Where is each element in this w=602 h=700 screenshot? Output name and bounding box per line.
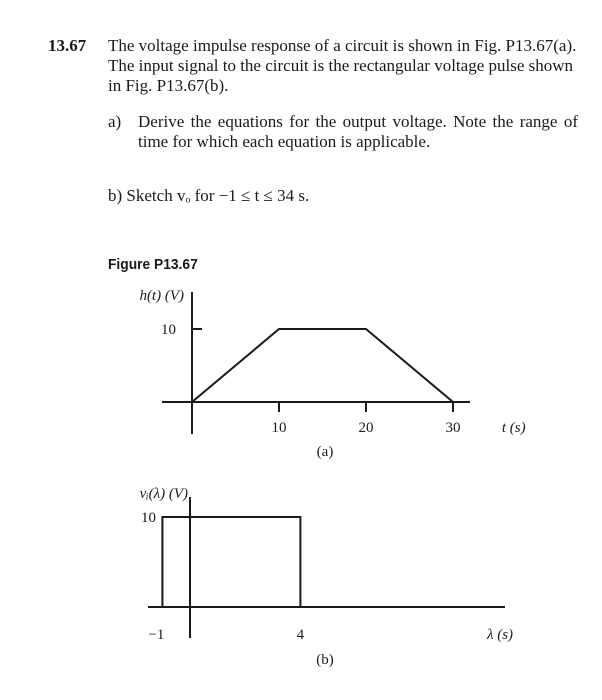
part-a-text: Derive the equations for the output voltage. Note the range of time for which each equation is applicable. [138,112,578,151]
part-a-label: a) [108,112,122,131]
panel-label-b: (b) [316,652,334,668]
part-b-label: b) [108,186,123,205]
problem-statement: The voltage impulse response of a circuit is shown in Fig. P13.67(a). The input signal to the circuit is the rectangular voltage pulse shown in Fig. P13.67(b). [108,36,577,95]
y-axis-label-b: vᵢ(λ) (V) [139,486,188,502]
x-tick-label-a: 10 [271,420,287,436]
x-axis-label-b: λ (s) [486,627,514,643]
part-b-text: Sketch vₒ for −1 ≤ t ≤ 34 s. [126,186,310,205]
y-tick-label-b: 10 [141,510,156,526]
figure-label: Figure P13.67 [108,256,198,273]
plot-a [139,288,525,460]
panel-label-a: (a) [316,444,334,460]
x-tick-label-a: 20 [358,420,374,436]
input-pulse-line [162,517,300,607]
y-tick-label-a: 10 [161,322,176,338]
x-tick-label-a: 30 [445,420,461,436]
x-tick-label-b: −1 [148,627,165,643]
plot-b [140,486,513,668]
impulse-response-line [192,329,453,402]
x-tick-label-b: 4 [296,627,305,643]
problem-number: 13.67 [48,36,87,55]
x-axis-label-a: t (s) [501,420,526,436]
y-axis-label-a: h(t) (V) [139,288,184,304]
